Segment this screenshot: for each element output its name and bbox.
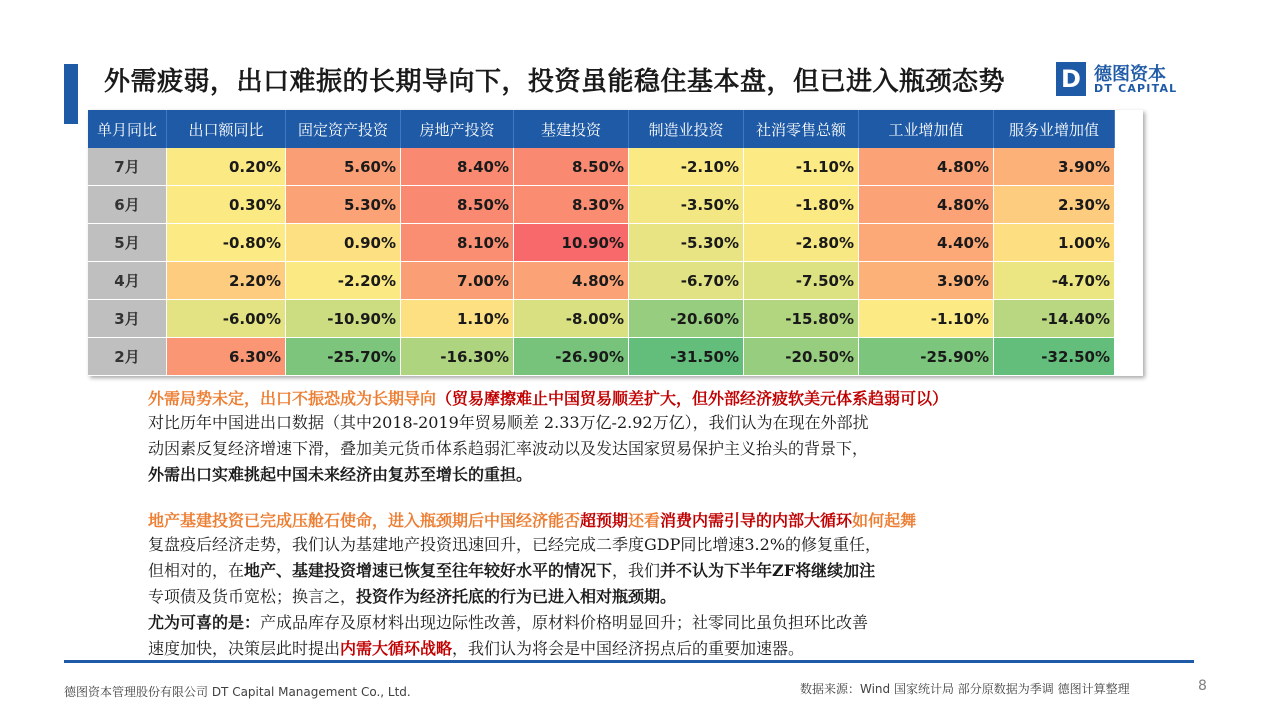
footer-divider [64, 660, 1194, 663]
table-cell: 8.10% [401, 224, 514, 262]
table-cell: -8.00% [514, 300, 629, 338]
section2-line-1: 复盘疫后经济走势，我们认为基建地产投资迅速回升，已经完成二季度GDP同比增速3.2%的修复重任， [148, 535, 882, 554]
column-header: 社消零售总额 [744, 110, 859, 148]
row-label: 3月 [88, 300, 167, 338]
table-cell: -2.80% [744, 224, 859, 262]
table-cell: 1.00% [994, 224, 1115, 262]
table-cell: -25.70% [286, 338, 401, 376]
section2-heading-d: 消费内需引导的内部大循环 [660, 511, 853, 530]
table-cell: 5.30% [286, 186, 401, 224]
yoy-heatmap-table [88, 110, 1115, 376]
table-cell: -15.80% [744, 300, 859, 338]
table-cell: 1.10% [401, 300, 514, 338]
table-cell: -1.10% [744, 148, 859, 186]
table-row [88, 338, 1115, 376]
row-label: 6月 [88, 186, 167, 224]
section2-line-5b: 内需大循环战略 [340, 639, 453, 658]
table-cell: -2.20% [286, 262, 401, 300]
section2-line-2 [148, 558, 875, 584]
section1-heading [148, 386, 948, 409]
table-cell: 10.90% [514, 224, 629, 262]
logo-mark-icon: D [1056, 62, 1086, 96]
table-row [88, 262, 1115, 300]
column-header: 服务业增加值 [994, 110, 1115, 148]
table-body [88, 148, 1115, 376]
section2-heading-c: 还看 [628, 511, 661, 530]
table-cell: 0.90% [286, 224, 401, 262]
table-cell: -6.70% [629, 262, 744, 300]
company-logo [1056, 62, 1216, 98]
section2-line-4b: 产成品库存及原材料出现边际性改善，原材料价格明显回升；社零同比虽负担环比改善 [260, 613, 869, 632]
table-cell: 8.30% [514, 186, 629, 224]
table-row [88, 148, 1115, 186]
table-cell: -1.10% [859, 300, 994, 338]
table-cell: 2.30% [994, 186, 1115, 224]
footer-source: 数据来源：Wind 国家统计局 部分原数据为季调 德图计算整理 [800, 682, 1130, 696]
table-cell: -25.90% [859, 338, 994, 376]
table-cell: 4.80% [859, 148, 994, 186]
table-cell: 4.40% [859, 224, 994, 262]
column-header: 出口额同比 [167, 110, 286, 148]
table-cell: 3.90% [859, 262, 994, 300]
section2-line-2d: 并不认为下半年ZF将继续加注 [660, 561, 876, 580]
section2-heading-e: 如何起舞 [852, 511, 917, 530]
row-label: 2月 [88, 338, 167, 376]
logo-chinese-name: 德图资本 [1094, 64, 1166, 85]
table-cell: -4.70% [994, 262, 1115, 300]
section2-line-3a: 专项债及货币宽松；换言之， [148, 587, 357, 606]
section1-line-3: 外需出口实难挑起中国未来经济由复苏至增长的重担。 [148, 465, 533, 484]
section2-line-3 [148, 584, 676, 610]
column-header: 工业增加值 [859, 110, 994, 148]
table-cell: -10.90% [286, 300, 401, 338]
footer-company: 德图资本管理股份有限公司 DT Capital Management Co., Ltd. [64, 685, 411, 699]
section1-heading-note: （贸易摩擦难止中国贸易顺差扩大，但外部经济疲软美元体系趋弱可以） [436, 389, 949, 408]
table-cell: -7.50% [744, 262, 859, 300]
table-cell: -31.50% [629, 338, 744, 376]
table-cell: 2.20% [167, 262, 286, 300]
section2-line-4 [148, 610, 868, 636]
section1-line-2: 动因素反复经济增速下滑，叠加美元货币体系趋弱汇率波动以及发达国家贸易保护主义抬头的背景下， [148, 439, 869, 458]
table-cell: -1.80% [744, 186, 859, 224]
table-cell: -20.50% [744, 338, 859, 376]
table-cell: -6.00% [167, 300, 286, 338]
section2-heading-b: 超预期 [580, 511, 629, 530]
table-cell: 0.30% [167, 186, 286, 224]
column-header: 单月同比 [88, 110, 167, 148]
table-cell: -16.30% [401, 338, 514, 376]
section1-line-1: 对比历年中国进出口数据（其中2018-2019年贸易顺差 2.33万亿-2.92万亿），我们认为在现在外部扰 [148, 413, 869, 432]
table-cell: -2.10% [629, 148, 744, 186]
column-header: 固定资产投资 [286, 110, 401, 148]
row-label: 5月 [88, 224, 167, 262]
table-cell: 3.90% [994, 148, 1115, 186]
section2-line-5a: 速度加快，决策层此时提出 [148, 639, 341, 658]
table-cell: 0.20% [167, 148, 286, 186]
column-header: 制造业投资 [629, 110, 744, 148]
section2-line-3b: 投资作为经济托底的行为已进入相对瓶颈期。 [356, 587, 677, 606]
section2-line-2c: ，我们 [612, 561, 661, 580]
table-cell: 8.50% [401, 186, 514, 224]
table-cell: -5.30% [629, 224, 744, 262]
section2-heading [148, 508, 916, 531]
section2-line-5 [148, 636, 804, 662]
table-cell: 7.00% [401, 262, 514, 300]
row-label: 4月 [88, 262, 167, 300]
table-header-row [88, 110, 1115, 148]
page-number: 8 [1198, 678, 1207, 694]
table-row [88, 300, 1115, 338]
section2-line-4a: 尤为可喜的是： [148, 613, 261, 632]
section1-heading-main: 外需局势未定，出口不振恐成为长期导向 [148, 389, 437, 408]
table-cell: -3.50% [629, 186, 744, 224]
table-cell: 8.50% [514, 148, 629, 186]
table-cell: -32.50% [994, 338, 1115, 376]
row-label: 7月 [88, 148, 167, 186]
table-cell: -14.40% [994, 300, 1115, 338]
page-title: 外需疲弱，出口难振的长期导向下，投资虽能稳住基本盘，但已进入瓶颈态势 [104, 67, 1006, 97]
table-cell: 5.60% [286, 148, 401, 186]
column-header: 基建投资 [514, 110, 629, 148]
section2-line-2b: 地产、基建投资增速已恢复至往年较好水平的情况下 [244, 561, 613, 580]
table-cell: 6.30% [167, 338, 286, 376]
table-row [88, 186, 1115, 224]
table-cell: -0.80% [167, 224, 286, 262]
table-cell: 4.80% [514, 262, 629, 300]
table-cell: 8.40% [401, 148, 514, 186]
table-row [88, 224, 1115, 262]
table-cell: -20.60% [629, 300, 744, 338]
section2-heading-a: 地产基建投资已完成压舱石使命，进入瓶颈期后中国经济能否 [148, 511, 581, 530]
section2-line-5c: ，我们认为将会是中国经济拐点后的重要加速器。 [452, 639, 805, 658]
section2-line-2a: 但相对的，在 [148, 561, 245, 580]
table-cell: 4.80% [859, 186, 994, 224]
table-cell: -26.90% [514, 338, 629, 376]
logo-english-name: DT CAPITAL [1094, 82, 1178, 95]
column-header: 房地产投资 [401, 110, 514, 148]
title-accent-bar [64, 64, 78, 124]
